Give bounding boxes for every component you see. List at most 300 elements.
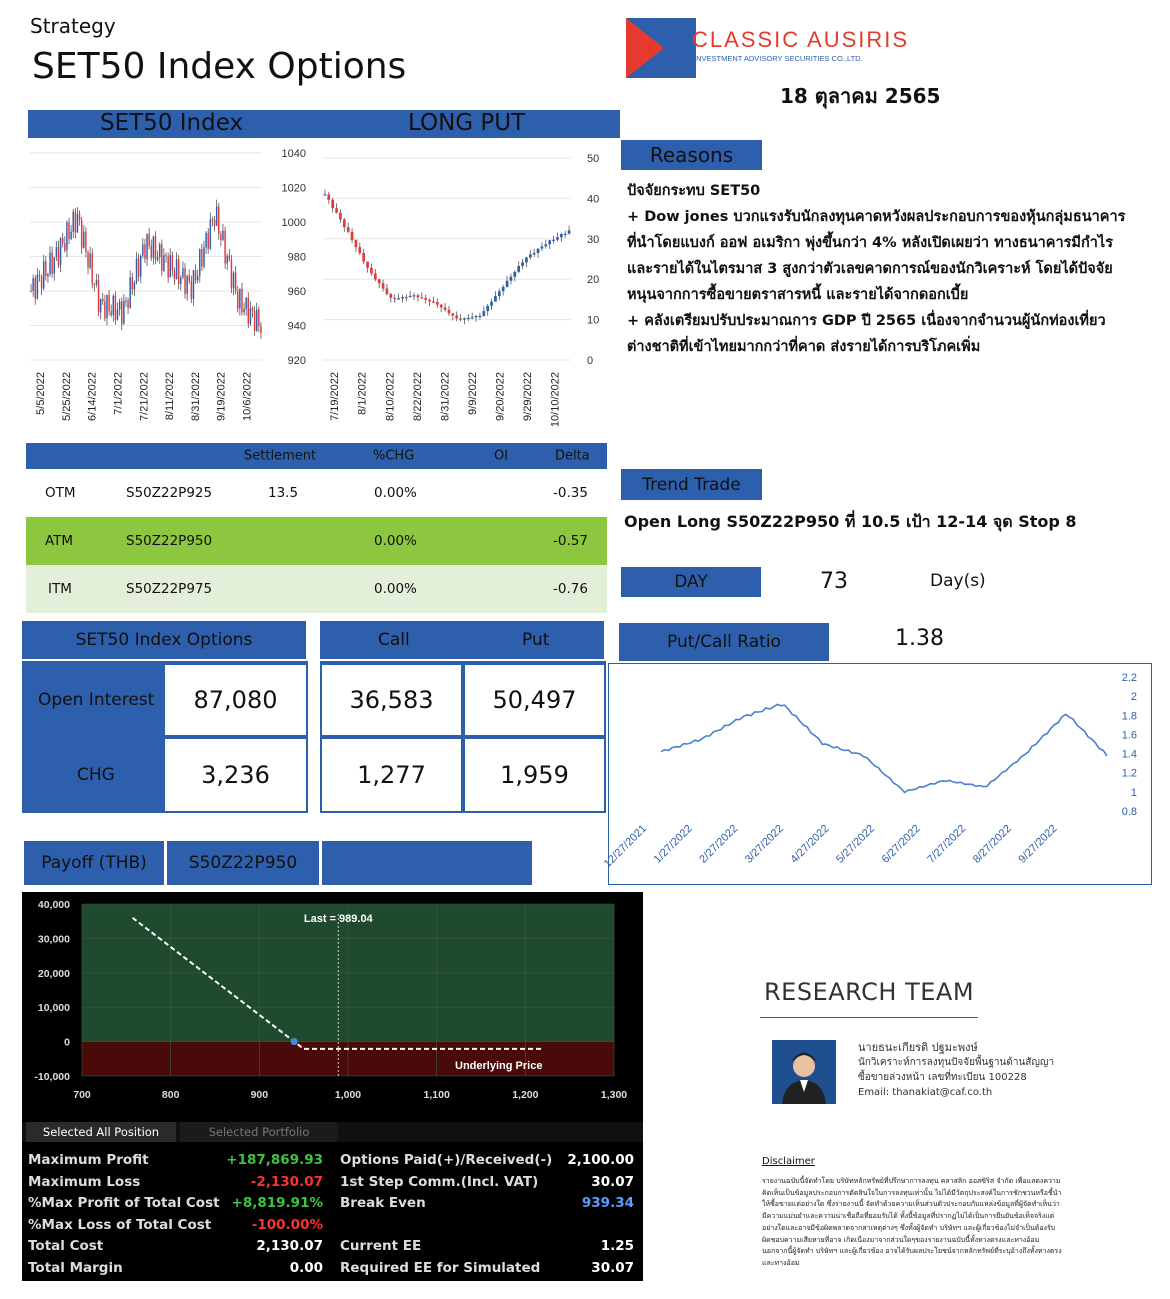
candle-body [506,281,509,287]
x-tick-label: 9/29/2022 [522,372,535,421]
stat-label: 1st Step Comm.(Incl. VAT) [340,1173,539,1190]
table-row: ITM S50Z22P975 0.00% -0.76 [26,565,607,613]
candle-body [117,309,118,319]
candle-body [108,295,109,311]
stat-label: Break Even [340,1195,426,1211]
y-tick-label: 1.6 [1121,729,1137,742]
candle-body [96,280,97,285]
research-team-title: RESEARCH TEAM [764,978,975,1006]
candle-body [241,289,242,312]
stat-value: 30.07 [591,1259,634,1276]
x-tick-label: 7/19/2022 [329,372,342,421]
candle-body [440,305,443,308]
stat-label: Maximum Loss [28,1173,141,1190]
candle-body [405,297,408,298]
report-date: 18 ตุลาคม 2565 [780,84,941,108]
chg-total-value: 3,236 [163,737,308,813]
candle-body [216,207,217,226]
candle-body [77,214,78,233]
y-tick-label: 30,000 [37,933,70,946]
candle-body [51,253,52,274]
candle-body [60,238,61,265]
candle-body [39,275,40,277]
candle-body [136,259,137,283]
stat-label: Maximum Profit [28,1152,149,1168]
candle-body [121,301,122,324]
x-tick-label: 8/1/2022 [356,372,369,415]
candle-body [45,261,46,276]
candle-body [172,255,173,270]
stat-label: %Max Loss of Total Cost [28,1216,212,1233]
stat-value: 30.07 [591,1173,634,1190]
candle-body [102,299,103,302]
candle-body [134,283,135,290]
x-tick-label: 8/31/2022 [189,372,202,421]
candle-body [180,277,181,283]
set50-chart-title: SET50 Index [100,110,244,136]
y-tick-label: 0 [64,1036,70,1049]
candle-body [444,307,447,309]
candle-body [66,222,67,250]
stat-value: +187,869.93 [226,1152,323,1168]
candle-body [393,298,396,299]
candle-body [62,238,63,243]
stat-value: 2,100.00 [567,1152,634,1168]
candle-body [324,194,327,195]
pcr-chart-frame [601,663,1152,885]
break-even-marker [291,1038,298,1045]
candle-body [155,236,156,259]
y-tick-label: 2.2 [1121,672,1137,684]
candle-body [87,252,88,268]
x-tick-label: 800 [161,1089,180,1101]
candle-body [144,244,145,259]
x-tick-label: 8/10/2022 [384,372,397,421]
strategy-label: Strategy [30,14,116,38]
candle-body [358,247,361,253]
analyst-email: Email: thanakiat@caf.co.th [858,1087,993,1098]
stat-value: 1.25 [600,1238,634,1254]
candle-body [212,219,213,220]
chg-call-value: 1,277 [320,737,463,813]
x-tick-label: 7/27/2022 [925,822,969,866]
candle-body [413,295,416,296]
x-tick-label: 1/27/2022 [651,822,695,866]
candle-body [343,219,346,227]
candle-body [331,200,334,208]
candle-body [386,289,389,294]
candle-body [517,266,520,272]
x-tick-label: 1,100 [423,1089,450,1101]
col-chg: %CHG [373,448,415,464]
candle-body [335,208,338,212]
candle-body [513,272,516,277]
reason-line: ปัจจัยกระทบ SET50 [627,183,761,199]
underlying-price-label: Underlying Price [455,1060,543,1073]
x-tick-label: 5/5/2022 [35,372,48,415]
candle-body [463,318,466,319]
candle-body [127,301,128,308]
candle-body [98,280,99,312]
y-tick-label: 1.2 [1121,767,1137,780]
stat-label: Current EE [340,1238,422,1254]
stat-value: 2,130.07 [256,1238,323,1254]
logo-name: CLASSIC AUSIRIS [692,27,910,52]
stat-value: +8,819.91% [231,1195,323,1211]
candle-body [146,234,147,259]
candle-body [207,233,208,249]
x-tick-label: 8/27/2022 [970,822,1014,866]
candle-body [129,277,130,307]
analyst-role: นักวิเคราะห์การลงทุนปัจจัยพื้นฐานด้านสัญญา [858,1057,1055,1068]
call-label: Call [378,630,410,650]
candle-body [541,246,544,248]
longput-candlestick-chart [315,140,615,440]
candle-body [159,244,160,257]
company-logo [626,18,926,78]
table-row: OTM S50Z22P925 13.5 0.00% -0.35 [26,469,607,517]
candle-body [229,256,230,260]
x-tick-label: 1,300 [600,1089,628,1101]
candle-body [409,296,412,297]
day-header: DAY [621,567,761,597]
y-tick-label: 940 [287,320,306,333]
candle-body [47,274,48,276]
candle-body [252,308,253,311]
candle-body [521,262,524,266]
candle-body [184,268,185,294]
candle-body [30,291,31,292]
charts-header [28,110,620,138]
x-tick-label: 700 [73,1089,91,1101]
candle-body [161,244,162,271]
x-tick-label: 9/27/2022 [1016,822,1060,866]
candle-body [436,302,439,305]
candle-body [475,316,478,317]
reason-line: + คลังเตรียมปรับประมาณการ GDP ปี 2565 เนื่องจากจำนวนผู้นักท่องเที่ยว [627,313,1106,329]
y-tick-label: 920 [287,355,306,367]
candle-body [165,255,166,256]
candle-body [100,299,101,313]
reason-line: และรายได้ในไตรมาส 3 สูงกว่าตัวเลขคาดการณ์ของนักวิเคราะห์ โดยได้ปัจจัย [627,261,1113,277]
candle-body [428,300,431,302]
candle-body [91,253,92,284]
candle-body [167,256,168,277]
candle-body [401,297,404,298]
candle-body [467,318,470,319]
table-row: ATM S50Z22P950 0.00% -0.57 [26,517,607,565]
x-tick-label: 4/27/2022 [788,822,832,866]
candle-body [37,275,38,299]
candle-body [191,281,192,299]
payoff-panel [22,892,643,1281]
candle-body [258,309,259,326]
analyst-name: นายธนะเกียรติ ปฐมะพงษ์ [858,1041,978,1054]
candle-body [56,247,57,257]
y-tick-label: 2 [1130,691,1137,704]
set50-candlestick-chart [26,140,316,440]
candle-body [148,234,149,246]
candle-body [54,257,55,274]
candle-body [486,306,489,311]
candle-body [163,255,164,271]
candle-body [490,302,493,306]
tab-selected-all-position[interactable]: Selected All Position [26,1122,176,1142]
y-tick-label: 0 [587,355,594,367]
x-tick-label: 6/14/2022 [86,372,99,421]
x-tick-label: 900 [250,1089,269,1101]
candle-body [374,273,377,279]
candle-body [510,277,513,281]
candle-body [32,278,33,291]
candle-body [104,301,105,318]
candle-body [193,270,194,299]
candle-body [49,253,50,275]
candle-body [432,301,435,302]
candle-body [226,256,227,264]
candle-body [203,247,204,266]
x-tick-label: 9/9/2022 [466,372,479,415]
trend-trade-text: Open Long S50Z22P950 ที่ 10.5 เป้า 12-14 จุด Stop 8 [624,512,1077,531]
candle-body [339,213,342,220]
candle-body [537,249,540,253]
y-tick-label: 50 [587,153,600,165]
payoff-header-blank [322,841,532,885]
candle-body [220,234,221,240]
day-count: 73 [820,569,848,594]
candle-body [260,326,261,333]
divider [760,1017,978,1018]
candle-body [214,220,215,226]
candle-body [157,257,158,260]
call-put-header [320,621,604,659]
candle-body [397,298,400,299]
tab-selected-portfolio[interactable]: Selected Portfolio [180,1122,338,1142]
candle-body [75,212,76,233]
candle-body [256,309,257,330]
reason-line: + Dow jones บวกแรงรับนักลงทุนคาดหวังผลประกอบการของหุ้นกลุ่มธนาคาร [627,209,1126,225]
candle-body [58,247,59,265]
open-interest-label: Open Interest [38,690,155,710]
chg-label: CHG [77,765,115,785]
oi-call-value: 36,583 [320,663,463,737]
candle-body [218,207,219,235]
x-tick-label: 8/11/2022 [164,372,177,421]
pcr-line-chart [601,664,1151,884]
candle-body [502,287,505,291]
candle-body [79,214,80,220]
reasons-header: Reasons [621,140,762,170]
candle-body [70,232,71,239]
candle-body [41,277,42,289]
reason-line: หนุนจากการซื้อขายตราสารหนี้ และรายได้จากดอกเบี้ย [627,287,969,303]
y-tick-label: 20 [587,274,600,287]
candle-body [355,240,358,247]
day-unit: Day(s) [930,571,986,591]
pcr-value: 1.38 [895,626,944,651]
x-tick-label: 8/22/2022 [411,372,424,421]
candle-body [174,271,175,279]
candle-body [113,296,114,315]
payoff-chart [22,892,643,1120]
y-tick-label: 1040 [281,148,306,160]
candle-body [195,270,196,280]
candle-body [389,294,392,298]
x-tick-label: 6/27/2022 [879,822,923,866]
candle-body [222,231,223,240]
x-tick-label: 5/25/2022 [60,372,73,421]
payoff-series: S50Z22P950 [167,841,319,885]
candle-body [64,243,65,251]
candle-body [327,194,330,199]
analyst-info [858,1040,1054,1100]
oi-put-value: 50,497 [463,663,606,737]
put-label: Put [522,630,550,650]
candle-body [525,258,528,263]
candle-body [186,276,187,294]
candle-body [125,301,126,302]
y-tick-label: 1.8 [1121,710,1137,723]
x-tick-label: 5/27/2022 [834,822,878,866]
pcr-series-line [661,704,1107,792]
x-tick-label: 10/6/2022 [241,372,254,421]
candle-body [560,234,563,237]
x-tick-label: 3/27/2022 [742,822,786,866]
oi-total-value: 87,080 [163,663,308,737]
candle-body [142,244,143,255]
stat-value: -2,130.07 [250,1173,323,1190]
candle-body [245,298,246,309]
candle-body [417,295,420,297]
candle-body [197,276,198,281]
disclaimer-title: Disclaimer [762,1156,815,1167]
pcr-header: Put/Call Ratio [619,623,829,661]
candle-body [72,212,73,232]
x-tick-label: 7/1/2022 [112,372,125,415]
candle-body [123,301,124,325]
candle-body [138,259,139,277]
candle-body [235,273,236,292]
logo-subtitle: INVESTMENT ADVISORY SECURITIES CO.,LTD. [694,54,863,63]
payoff-header: Payoff (THB) [24,841,164,885]
x-tick-label: 9/20/2022 [494,372,507,421]
x-tick-label: 7/21/2022 [138,372,151,421]
candle-body [533,253,536,254]
candle-body [544,244,547,246]
candle-body [494,296,497,302]
y-tick-label: 40 [587,193,600,206]
candle-body [110,311,111,315]
stat-value: -100.00% [251,1216,323,1233]
candle-body [83,232,84,248]
candle-body [366,262,369,268]
candle-body [362,253,365,262]
candle-body [471,317,474,318]
candle-body [448,310,451,314]
col-oi: OI [494,448,509,464]
stat-label: Total Cost [28,1238,104,1254]
candle-body [205,233,206,248]
candle-body [151,246,152,258]
options-table [26,443,607,613]
x-tick-label: 9/19/2022 [215,372,228,421]
reasons-text [627,178,1147,360]
candle-body [239,289,240,309]
reason-line: ต่างชาติที่เข้าไทยมากกว่าที่คาด ส่งรายได้การบริโภคเพิ่ม [627,339,981,355]
stat-label: Required EE for Simulated [340,1259,541,1276]
candle-body [498,291,501,296]
y-tick-label: 20,000 [37,967,70,980]
candle-body [250,308,251,324]
stat-label: Total Margin [28,1259,123,1276]
longput-chart-title: LONG PUT [408,110,526,136]
candle-body [68,222,69,239]
x-tick-label: 8/31/2022 [439,372,452,421]
stat-label: Options Paid(+)/Received(-) [340,1152,553,1168]
candle-body [153,236,154,258]
candle-body [188,276,189,281]
candle-body [81,220,82,248]
candle-body [420,297,423,298]
candle-body [115,296,116,320]
candle-body [182,268,183,277]
candle-body [459,318,462,319]
candle-body [424,298,427,300]
candle-body [529,254,532,257]
candle-body [43,261,44,288]
stat-value: 939.34 [581,1195,634,1211]
candle-body [370,268,373,274]
candle-body [233,273,234,289]
candle-body [237,292,238,309]
disclaimer-text: รายงานฉบับนี้จัดทำโดย บริษัทหลักทรัพย์ที่ปรึกษาการลงทุน คลาสสิก ออสซิริส จำกัด เพื่อแสดงความคิดเห็นเป็นข้อมูลประกอบการตัดสินใจในการลงทุนเท่านั้น ไม่ได้มีวัตถุประสงค์ในการชักชวนหรือชี้นำให้ซื้อขายแต่อย่างใด ซึ่งรายงานนี้ จัดทำด้วยความเห็นส่วนตัวประกอบกับแหล่งข้อมูลที่ผู้จัดทำเห็นว่ามีความแม่นยำและความน่าเชื่อถือที่ยอมรับได้ ทั้งนี้ข้อมูลที่ปรากฏไม่ได้เป็นการยืนยันข้อเท็จจริงแต่อย่างใดและอาจมีข้อผิดพลาดจากสาเหตุต่างๆ ซึ่งทั้งผู้จัดทำ บริษัทฯ และผู้เกี่ยวข้องไม่จำเป็นต้องรับผิดชอบความเสียหายที่อาจ เกิดเนื่องมาจากส่วนใดๆของรายงานฉบับนี้ทั้งทางตรงและทางอ้อม นอกจากนี้ผู้จัดทำ บริษัทฯ และผู้เกี่ยวข้อง อาจได้รับผลประโยชน์จากหลักทรัพย์ที่ระบุอ้างถึงทั้งทางตรงและทางอ้อม [762,1177,1062,1267]
candle-body [243,309,244,312]
y-tick-label: 960 [287,286,306,298]
candle-body [568,230,571,233]
candle-body [224,231,225,264]
page-title: SET50 Index Options [32,46,407,87]
candle-body [231,260,232,289]
candle-body [564,234,567,235]
candle-body [170,255,171,277]
x-tick-label: 12/27/2021 [601,822,650,871]
candle-body [199,249,200,276]
tabs-bar [22,1122,643,1142]
candle-body [210,219,211,248]
col-settlement: Settlement [244,448,317,464]
last-price-label: Last = 989.04 [303,913,373,925]
candle-body [382,283,385,288]
y-tick-label: 10 [587,314,600,327]
y-tick-label: 1 [1130,786,1137,799]
candle-body [548,240,551,244]
y-tick-label: 1020 [281,182,306,195]
col-delta: Delta [555,448,590,464]
candle-body [451,313,454,315]
candle-body [254,311,255,331]
analyst-license: ซื้อขายล่วงหน้า เลขที่ทะเบียน 100228 [858,1072,1027,1083]
avatar [772,1040,836,1104]
candle-body [85,232,86,253]
y-tick-label: 980 [287,251,306,264]
y-tick-label: 10,000 [37,1002,70,1015]
chg-put-value: 1,959 [463,737,606,813]
candle-body [455,316,458,319]
candle-body [556,237,559,239]
stat-value: 0.00 [289,1259,323,1276]
x-tick-label: 2/27/2022 [697,822,741,866]
candle-body [140,256,141,277]
